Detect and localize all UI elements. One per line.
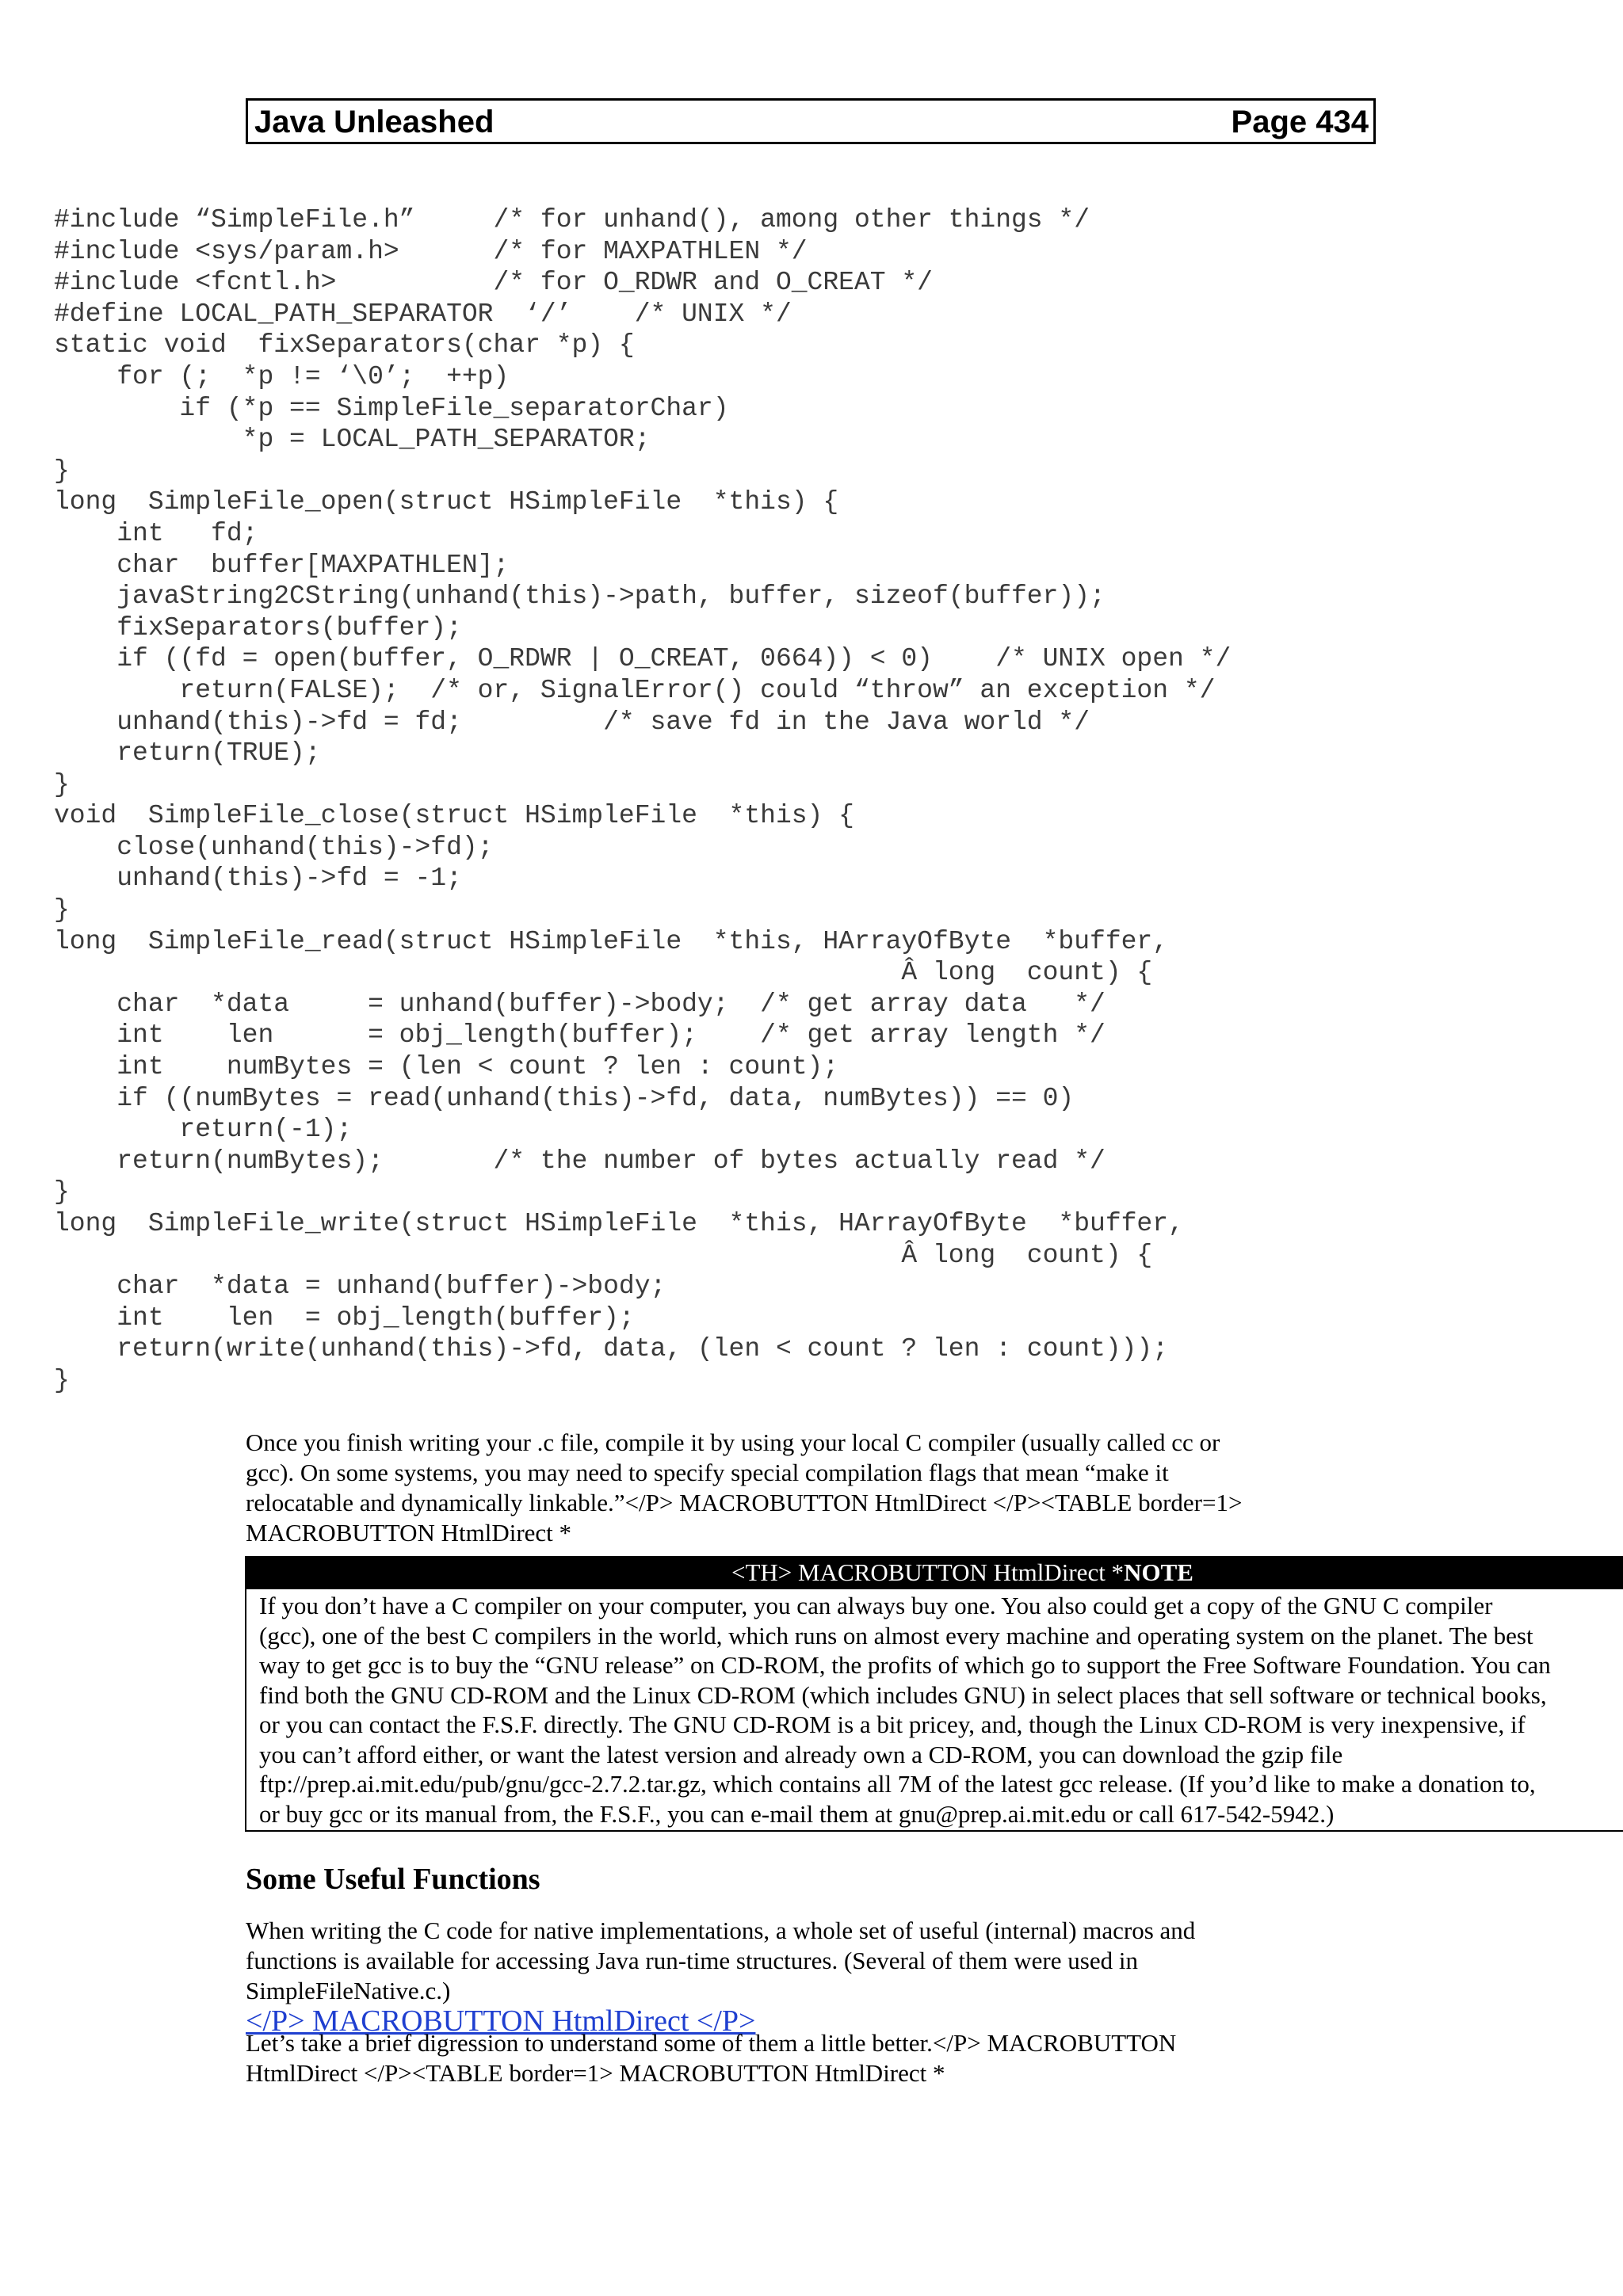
code-line: void SimpleFile_close(struct HSimpleFile *this) { bbox=[54, 801, 854, 831]
code-line: #include <fcntl.h> /* for O_RDWR and O_CREAT */ bbox=[54, 268, 933, 298]
code-line: #define LOCAL_PATH_SEPARATOR ‘/’ /* UNIX */ bbox=[54, 299, 792, 329]
digression-paragraph bbox=[246, 2028, 1387, 2088]
code-line: return(FALSE); /* or, SignalError() could “throw” an exception */ bbox=[54, 675, 1216, 705]
code-line: char *data = unhand(buffer)->body; /* get array data */ bbox=[54, 989, 1106, 1019]
note-line: or buy gcc or its manual from, the F.S.F., you can e-mail them at gnu@prep.ai.mit.edu or call 617-542-5942.) bbox=[259, 1799, 1335, 1828]
paragraph-line: MACROBUTTON HtmlDirect * bbox=[246, 1519, 572, 1547]
code-line: Â long count) { bbox=[54, 1240, 1153, 1270]
note-line: If you don’t have a C compiler on your computer, you can always buy one. You also could get a copy of the GNU C compiler bbox=[259, 1592, 1493, 1619]
note-line: you can’t afford either, or want the latest version and already own a CD-ROM, you can download the gzip file bbox=[259, 1740, 1343, 1768]
code-line: if (*p == SimpleFile_separatorChar) bbox=[54, 393, 729, 423]
code-line: *p = LOCAL_PATH_SEPARATOR; bbox=[54, 425, 651, 455]
paragraph-line: functions is available for accessing Java run-time structures. (Several of them were used in bbox=[246, 1947, 1138, 1974]
code-line: #include “SimpleFile.h” /* for unhand(), among other things */ bbox=[54, 205, 1090, 235]
code-line: for (; *p != ‘\0’; ++p) bbox=[54, 361, 510, 391]
code-line: return(numBytes); /* the number of bytes actually read */ bbox=[54, 1146, 1106, 1176]
code-line: static void fixSeparators(char *p) { bbox=[54, 330, 635, 360]
note-line: way to get gcc is to buy the “GNU release” on CD-ROM, the profits of which go to support the Free Software Foundation. You can bbox=[259, 1651, 1551, 1679]
section-heading: Some Useful Functions bbox=[246, 1863, 540, 1896]
code-line: char buffer[MAXPATHLEN]; bbox=[54, 550, 510, 580]
code-line: javaString2CString(unhand(this)->path, buffer, sizeof(buffer)); bbox=[54, 582, 1106, 612]
note-line: ftp://prep.ai.mit.edu/pub/gnu/gcc-2.7.2.tar.gz, which contains all 7M of the latest gcc release. (If you’d like to make a donation to, bbox=[259, 1770, 1536, 1798]
code-line: #include <sys/param.h> /* for MAXPATHLEN */ bbox=[54, 236, 808, 266]
note-line: find both the GNU CD-ROM and the Linux CD-ROM (which includes GNU) in select places that sell software or technical books, bbox=[259, 1680, 1547, 1709]
code-line: return(write(unhand(this)->fd, data, (len < count ? len : count))); bbox=[54, 1334, 1169, 1364]
note-header-prefix: <TH> MACROBUTTON HtmlDirect * bbox=[731, 1558, 1125, 1586]
code-line: int len = obj_length(buffer); /* get array length */ bbox=[54, 1020, 1106, 1051]
code-line: int len = obj_length(buffer); bbox=[54, 1302, 635, 1333]
note-header bbox=[246, 1558, 1623, 1589]
code-line: } bbox=[54, 456, 70, 486]
note-body bbox=[246, 1589, 1623, 1829]
note-line: or you can contact the F.S.F. directly. The GNU CD-ROM is a bit pricey, and, though the Linux CD-ROM is very inexpensive, if bbox=[259, 1711, 1526, 1738]
code-line: long SimpleFile_write(struct HSimpleFile *this, HArrayOfByte *buffer, bbox=[54, 1209, 1184, 1238]
code-line: } bbox=[54, 1177, 70, 1207]
code-line: long SimpleFile_read(struct HSimpleFile *this, HArrayOfByte *buffer, bbox=[54, 926, 1169, 956]
compile-paragraph bbox=[246, 1428, 1387, 1548]
paragraph-line: When writing the C code for native implementations, a whole set of useful (internal) macros and bbox=[246, 1917, 1196, 1944]
code-line: long SimpleFile_open(struct HSimpleFile *this) { bbox=[54, 487, 839, 517]
code-line: return(-1); bbox=[54, 1115, 353, 1145]
paragraph-line: Once you finish writing your .c file, compile it by using your local C compiler (usually called cc or bbox=[246, 1428, 1220, 1456]
code-line: Â long count) { bbox=[54, 958, 1153, 988]
code-line: } bbox=[54, 769, 70, 799]
code-line: if ((numBytes = read(unhand(this)->fd, data, numBytes)) == 0) bbox=[54, 1083, 1075, 1113]
paragraph-line: HtmlDirect </P><TABLE border=1> MACROBUTTON HtmlDirect * bbox=[246, 2059, 945, 2087]
paragraph-text: SimpleFileNative.c.) bbox=[246, 1977, 451, 2004]
page-number: Page 434 bbox=[1231, 105, 1369, 139]
page-header bbox=[246, 98, 1376, 144]
code-listing bbox=[54, 204, 1231, 1397]
code-line: } bbox=[54, 895, 70, 925]
code-line: return(TRUE); bbox=[54, 738, 321, 769]
code-line: int numBytes = (len < count ? len : count); bbox=[54, 1052, 839, 1082]
note-box bbox=[245, 1556, 1623, 1832]
note-line: (gcc), one of the best C compilers in the world, which runs on almost every machine and operating system on the planet. The best bbox=[259, 1621, 1533, 1650]
functions-paragraph bbox=[246, 1916, 1387, 2038]
code-line: } bbox=[54, 1365, 70, 1395]
paragraph-line: Let’s take a brief digression to understand some of them a little better.</P> MACROBUTTON bbox=[246, 2029, 1177, 2057]
code-line: unhand(this)->fd = fd; /* save fd in the Java world */ bbox=[54, 707, 1090, 737]
code-line: char *data = unhand(buffer)->body; bbox=[54, 1272, 666, 1302]
code-line: unhand(this)->fd = -1; bbox=[54, 864, 462, 894]
note-header-label: NOTE bbox=[1124, 1558, 1193, 1586]
code-line: fixSeparators(buffer); bbox=[54, 612, 462, 643]
book-title: Java Unleashed bbox=[254, 105, 495, 139]
code-line: close(unhand(this)->fd); bbox=[54, 832, 494, 862]
html-direct-link[interactable]: </P> MACROBUTTON HtmlDirect </P> bbox=[246, 2004, 756, 2038]
paragraph-line: relocatable and dynamically linkable.”</P> MACROBUTTON HtmlDirect </P><TABLE border=1> bbox=[246, 1489, 1243, 1516]
code-line: int fd; bbox=[54, 518, 258, 548]
paragraph-line: gcc). On some systems, you may need to specify special compilation flags that mean “make it bbox=[246, 1459, 1169, 1486]
code-line: if ((fd = open(buffer, O_RDWR | O_CREAT, 0664)) < 0) /* UNIX open */ bbox=[54, 644, 1232, 674]
